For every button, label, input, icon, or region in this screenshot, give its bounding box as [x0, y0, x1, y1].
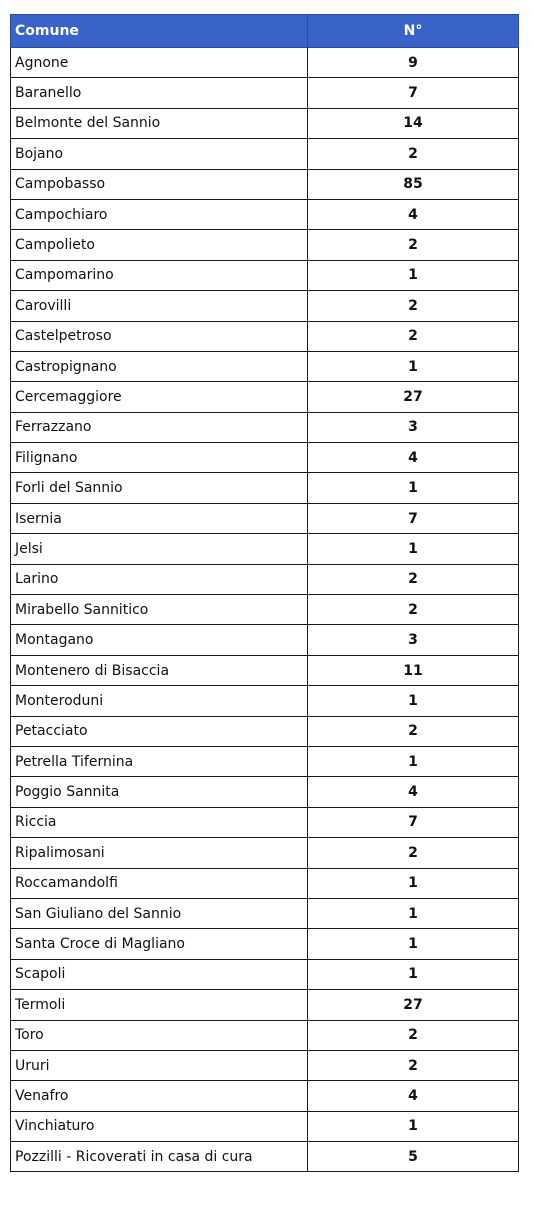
comune-cell: Pozzilli - Ricoverati in casa di cura	[11, 1142, 308, 1172]
count-cell: 1	[308, 1111, 519, 1141]
comune-cell: Santa Croce di Magliano	[11, 929, 308, 959]
table-row	[11, 1020, 519, 1050]
table-header-row	[11, 15, 519, 48]
table-row	[11, 564, 519, 594]
table-row	[11, 838, 519, 868]
comune-cell: San Giuliano del Sannio	[11, 898, 308, 928]
count-cell: 1	[308, 929, 519, 959]
comune-cell: Agnone	[11, 48, 308, 78]
table-row	[11, 1081, 519, 1111]
table-row	[11, 898, 519, 928]
count-cell: 4	[308, 199, 519, 229]
comune-cell: Cercemaggiore	[11, 382, 308, 412]
table-row	[11, 777, 519, 807]
comune-cell: Belmonte del Sannio	[11, 108, 308, 138]
comune-cell: Toro	[11, 1020, 308, 1050]
table-row	[11, 868, 519, 898]
count-cell: 27	[308, 382, 519, 412]
table-row	[11, 534, 519, 564]
comune-cell: Vinchiaturo	[11, 1111, 308, 1141]
header-numero: N°	[308, 15, 519, 48]
table-row	[11, 503, 519, 533]
table-body	[11, 48, 519, 1172]
comune-cell: Larino	[11, 564, 308, 594]
comune-cell: Montenero di Bisaccia	[11, 655, 308, 685]
count-cell: 7	[308, 78, 519, 108]
comune-cell: Campomarino	[11, 260, 308, 290]
table-row	[11, 169, 519, 199]
table-row	[11, 625, 519, 655]
count-cell: 27	[308, 990, 519, 1020]
comune-cell: Scapoli	[11, 959, 308, 989]
count-cell: 11	[308, 655, 519, 685]
count-cell: 1	[308, 746, 519, 776]
comune-cell: Jelsi	[11, 534, 308, 564]
count-cell: 4	[308, 443, 519, 473]
count-cell: 2	[308, 230, 519, 260]
count-cell: 2	[308, 838, 519, 868]
table-row	[11, 139, 519, 169]
comune-cell: Baranello	[11, 78, 308, 108]
comune-cell: Termoli	[11, 990, 308, 1020]
comune-cell: Ferrazzano	[11, 412, 308, 442]
table-row	[11, 412, 519, 442]
table-row	[11, 595, 519, 625]
count-cell: 1	[308, 898, 519, 928]
comune-cell: Forli del Sannio	[11, 473, 308, 503]
comune-cell: Ururi	[11, 1050, 308, 1080]
comune-cell: Isernia	[11, 503, 308, 533]
comune-cell: Roccamandolfi	[11, 868, 308, 898]
header-comune: Comune	[11, 15, 308, 48]
table-row	[11, 686, 519, 716]
comune-cell: Ripalimosani	[11, 838, 308, 868]
count-cell: 1	[308, 351, 519, 381]
comune-cell: Petacciato	[11, 716, 308, 746]
count-cell: 5	[308, 1142, 519, 1172]
count-cell: 7	[308, 503, 519, 533]
count-cell: 2	[308, 595, 519, 625]
count-cell: 2	[308, 564, 519, 594]
count-cell: 1	[308, 473, 519, 503]
table-row	[11, 1050, 519, 1080]
table-row	[11, 260, 519, 290]
count-cell: 4	[308, 1081, 519, 1111]
count-cell: 85	[308, 169, 519, 199]
comuni-table	[10, 14, 519, 1172]
count-cell: 1	[308, 534, 519, 564]
comune-cell: Mirabello Sannitico	[11, 595, 308, 625]
table-row	[11, 443, 519, 473]
comune-cell: Monteroduni	[11, 686, 308, 716]
table-row	[11, 473, 519, 503]
comune-cell: Campobasso	[11, 169, 308, 199]
count-cell: 3	[308, 625, 519, 655]
table-row	[11, 716, 519, 746]
count-cell: 14	[308, 108, 519, 138]
table-row	[11, 48, 519, 78]
count-cell: 2	[308, 321, 519, 351]
count-cell: 7	[308, 807, 519, 837]
comune-cell: Montagano	[11, 625, 308, 655]
comune-cell: Castelpetroso	[11, 321, 308, 351]
count-cell: 1	[308, 260, 519, 290]
comune-cell: Venafro	[11, 1081, 308, 1111]
count-cell: 2	[308, 291, 519, 321]
count-cell: 1	[308, 868, 519, 898]
table-row	[11, 655, 519, 685]
table-row	[11, 959, 519, 989]
comune-cell: Riccia	[11, 807, 308, 837]
table-row	[11, 230, 519, 260]
count-cell: 9	[308, 48, 519, 78]
table-row	[11, 746, 519, 776]
table-row	[11, 807, 519, 837]
comune-cell: Campochiaro	[11, 199, 308, 229]
count-cell: 4	[308, 777, 519, 807]
comuni-table-container	[10, 14, 518, 1172]
count-cell: 1	[308, 686, 519, 716]
table-row	[11, 990, 519, 1020]
count-cell: 2	[308, 139, 519, 169]
count-cell: 2	[308, 716, 519, 746]
table-row	[11, 382, 519, 412]
table-row	[11, 1111, 519, 1141]
count-cell: 3	[308, 412, 519, 442]
table-row	[11, 291, 519, 321]
comune-cell: Petrella Tifernina	[11, 746, 308, 776]
count-cell: 2	[308, 1020, 519, 1050]
comune-cell: Castropignano	[11, 351, 308, 381]
table-row	[11, 108, 519, 138]
table-row	[11, 78, 519, 108]
comune-cell: Bojano	[11, 139, 308, 169]
table-row	[11, 321, 519, 351]
table-row	[11, 929, 519, 959]
count-cell: 2	[308, 1050, 519, 1080]
table-row	[11, 351, 519, 381]
comune-cell: Carovilli	[11, 291, 308, 321]
comune-cell: Campolieto	[11, 230, 308, 260]
table-row	[11, 1142, 519, 1172]
comune-cell: Poggio Sannita	[11, 777, 308, 807]
table-row	[11, 199, 519, 229]
count-cell: 1	[308, 959, 519, 989]
comune-cell: Filignano	[11, 443, 308, 473]
